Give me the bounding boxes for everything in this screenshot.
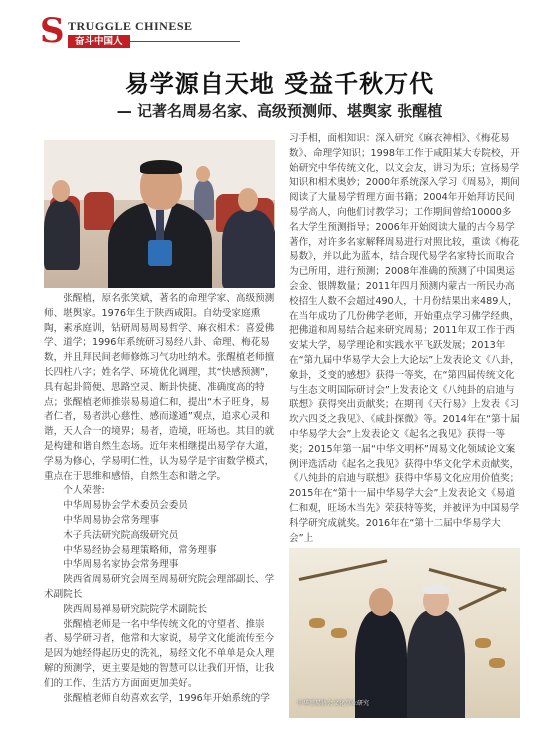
honor-item: 陕西省周易研究会周至周易研究院会理部副长、学术副院长 [44, 574, 275, 600]
photo-caption: 中华周易协会文化事业研究 [297, 700, 370, 707]
honor-item: 陕西周易禅易研究院院学术副院长 [63, 603, 208, 615]
paragraph-start: 张醒植老师自幼喜欢玄学，1996年开始系统的学 [63, 692, 270, 704]
honor-item: 中华周易名家协会常务理事 [63, 559, 179, 571]
honor-item: 中华易经协会易理策略师，常务理事 [63, 544, 217, 556]
group-photo [289, 548, 520, 718]
right-column [289, 132, 520, 546]
masthead-chinese: 奋斗中国人 [68, 35, 130, 48]
left-column [44, 292, 275, 706]
paragraph-philosophy: 张醒植老师是一名中华传统文化的守望者、推崇者、易学研习者，他常和大家说，易学文化能流传至今是因为她经得起历史的洗礼，易经文化不单单是众人理解的预测学，更主要是她的智慧可以让我们开悟，让我们的工作、生活方方面面更加美好。 [44, 618, 275, 689]
masthead-letter: S [40, 11, 65, 51]
masthead [40, 11, 240, 54]
honors-heading: 个人荣誉: [63, 485, 105, 497]
article-subtitle: — 记著名周易名家、高级预测师、堪舆家 张醒植 [116, 102, 443, 120]
badge [148, 240, 172, 266]
portrait-photo [44, 140, 275, 288]
person-right [407, 610, 465, 718]
masthead-rule [130, 41, 240, 42]
honor-item: 木子兵法研究院高级研究员 [63, 529, 179, 541]
honor-item: 中华周易协会常务理事 [63, 514, 160, 526]
paragraph-intro: 张醒植，原名张笑斌，著名的命理学家、高级预测师、堪舆家。1976年生于陕西咸阳。自幼受家庭熏陶，素承庭训，钻研周易周易哲学、麻衣相术：喜爱佛学、道学；1996年系统研习易经八卦、命理、梅花易数，并且拜民间老师修炼习气功吐纳术。张醒植老师擅长四柱八字；姓名学、环境优化调理，其“快感预测”，具有起卦简便、思路空灵、断卦快捷、准确度高的特点；张醒植老师推崇易易道仁和，提出“木子旺身，易者仁者，易者洪心慈性、感而遂通”观点，追求心灵和谐，天人合一的境界；易者，造境，旺场也。其目的就是构建和谐自然生态场。近年来相继提出易学存大道，学易为修心，学易明仁性，认为易学是宇宙数学模式，重点在于思维和感悟，自然生态和谐之学。 [44, 293, 275, 482]
masthead-english: TRUGGLE CHINESE [68, 19, 193, 33]
honor-item: 中华周易协会学术委员会委员 [63, 500, 188, 512]
article-title: 易学源自天地 受益千秋万代 [124, 70, 435, 98]
paragraph-career: 习手相，面相知识：深入研究《麻衣神相》、《梅花易数》、命理学知识；1998年工作于咸阳某大专院校，开始研究中华传统文化，以文会友，讲习为乐；宣扬易学知识和相术奥妙；2000年系统深入学习《周易》，期间阅读了大量易学哲理方面书籍；2004年开始拜访民间易学高人，向他们讨教学习；工作期间曾给10000多名大学生预测指导；2006年开始阅读大量的古今易学著作，对许多名家解释周易进行对照比较，重读《梅花易数》，并以此为蓝本，结合现代易学名家特长而取合为已所用，进行预测；2008年准确的预测了中国奥运会金、银牌数量；2011年四月预测内蒙古一所民办高校招生人数不会超过490人，十月份结果出来489人，在当年成功了几份佛学老师，开始重点学习佛学经典，把佛道和周易结合起来研究周易；2011年双工作于西安某大学，易学理论和实践水平飞跃发展；2013年在“第九届中华易学大会上大论坛”上发表论文《八卦，象卦，爻变的感想》获得一等奖，在“第四届传统文化与生态文明国际研讨会”上发表论文《八纯卦的启迪与联想》获得突出贡献奖；在期刊《天行易》上发表《习坎六四爻之我见》、《咸卦探微》等。2014年在“第十届中华易学大会”上发表论文《起名之我见》获得一等奖；2015年第一届“中华文明杯”周易文化领域论文案例评选活动《起名之我见》获得中华文化学术贡献奖，《八纯卦的启迪与联想》获得中华易文化应用价值奖；2015年在“第十一届中华易学大会”上发表论文《易道仁和观，旺场木当先》荣获特等奖，并被评为中国易学科学研究成就奖。2016年在“第十二届中华易学大会”上 [289, 133, 520, 544]
